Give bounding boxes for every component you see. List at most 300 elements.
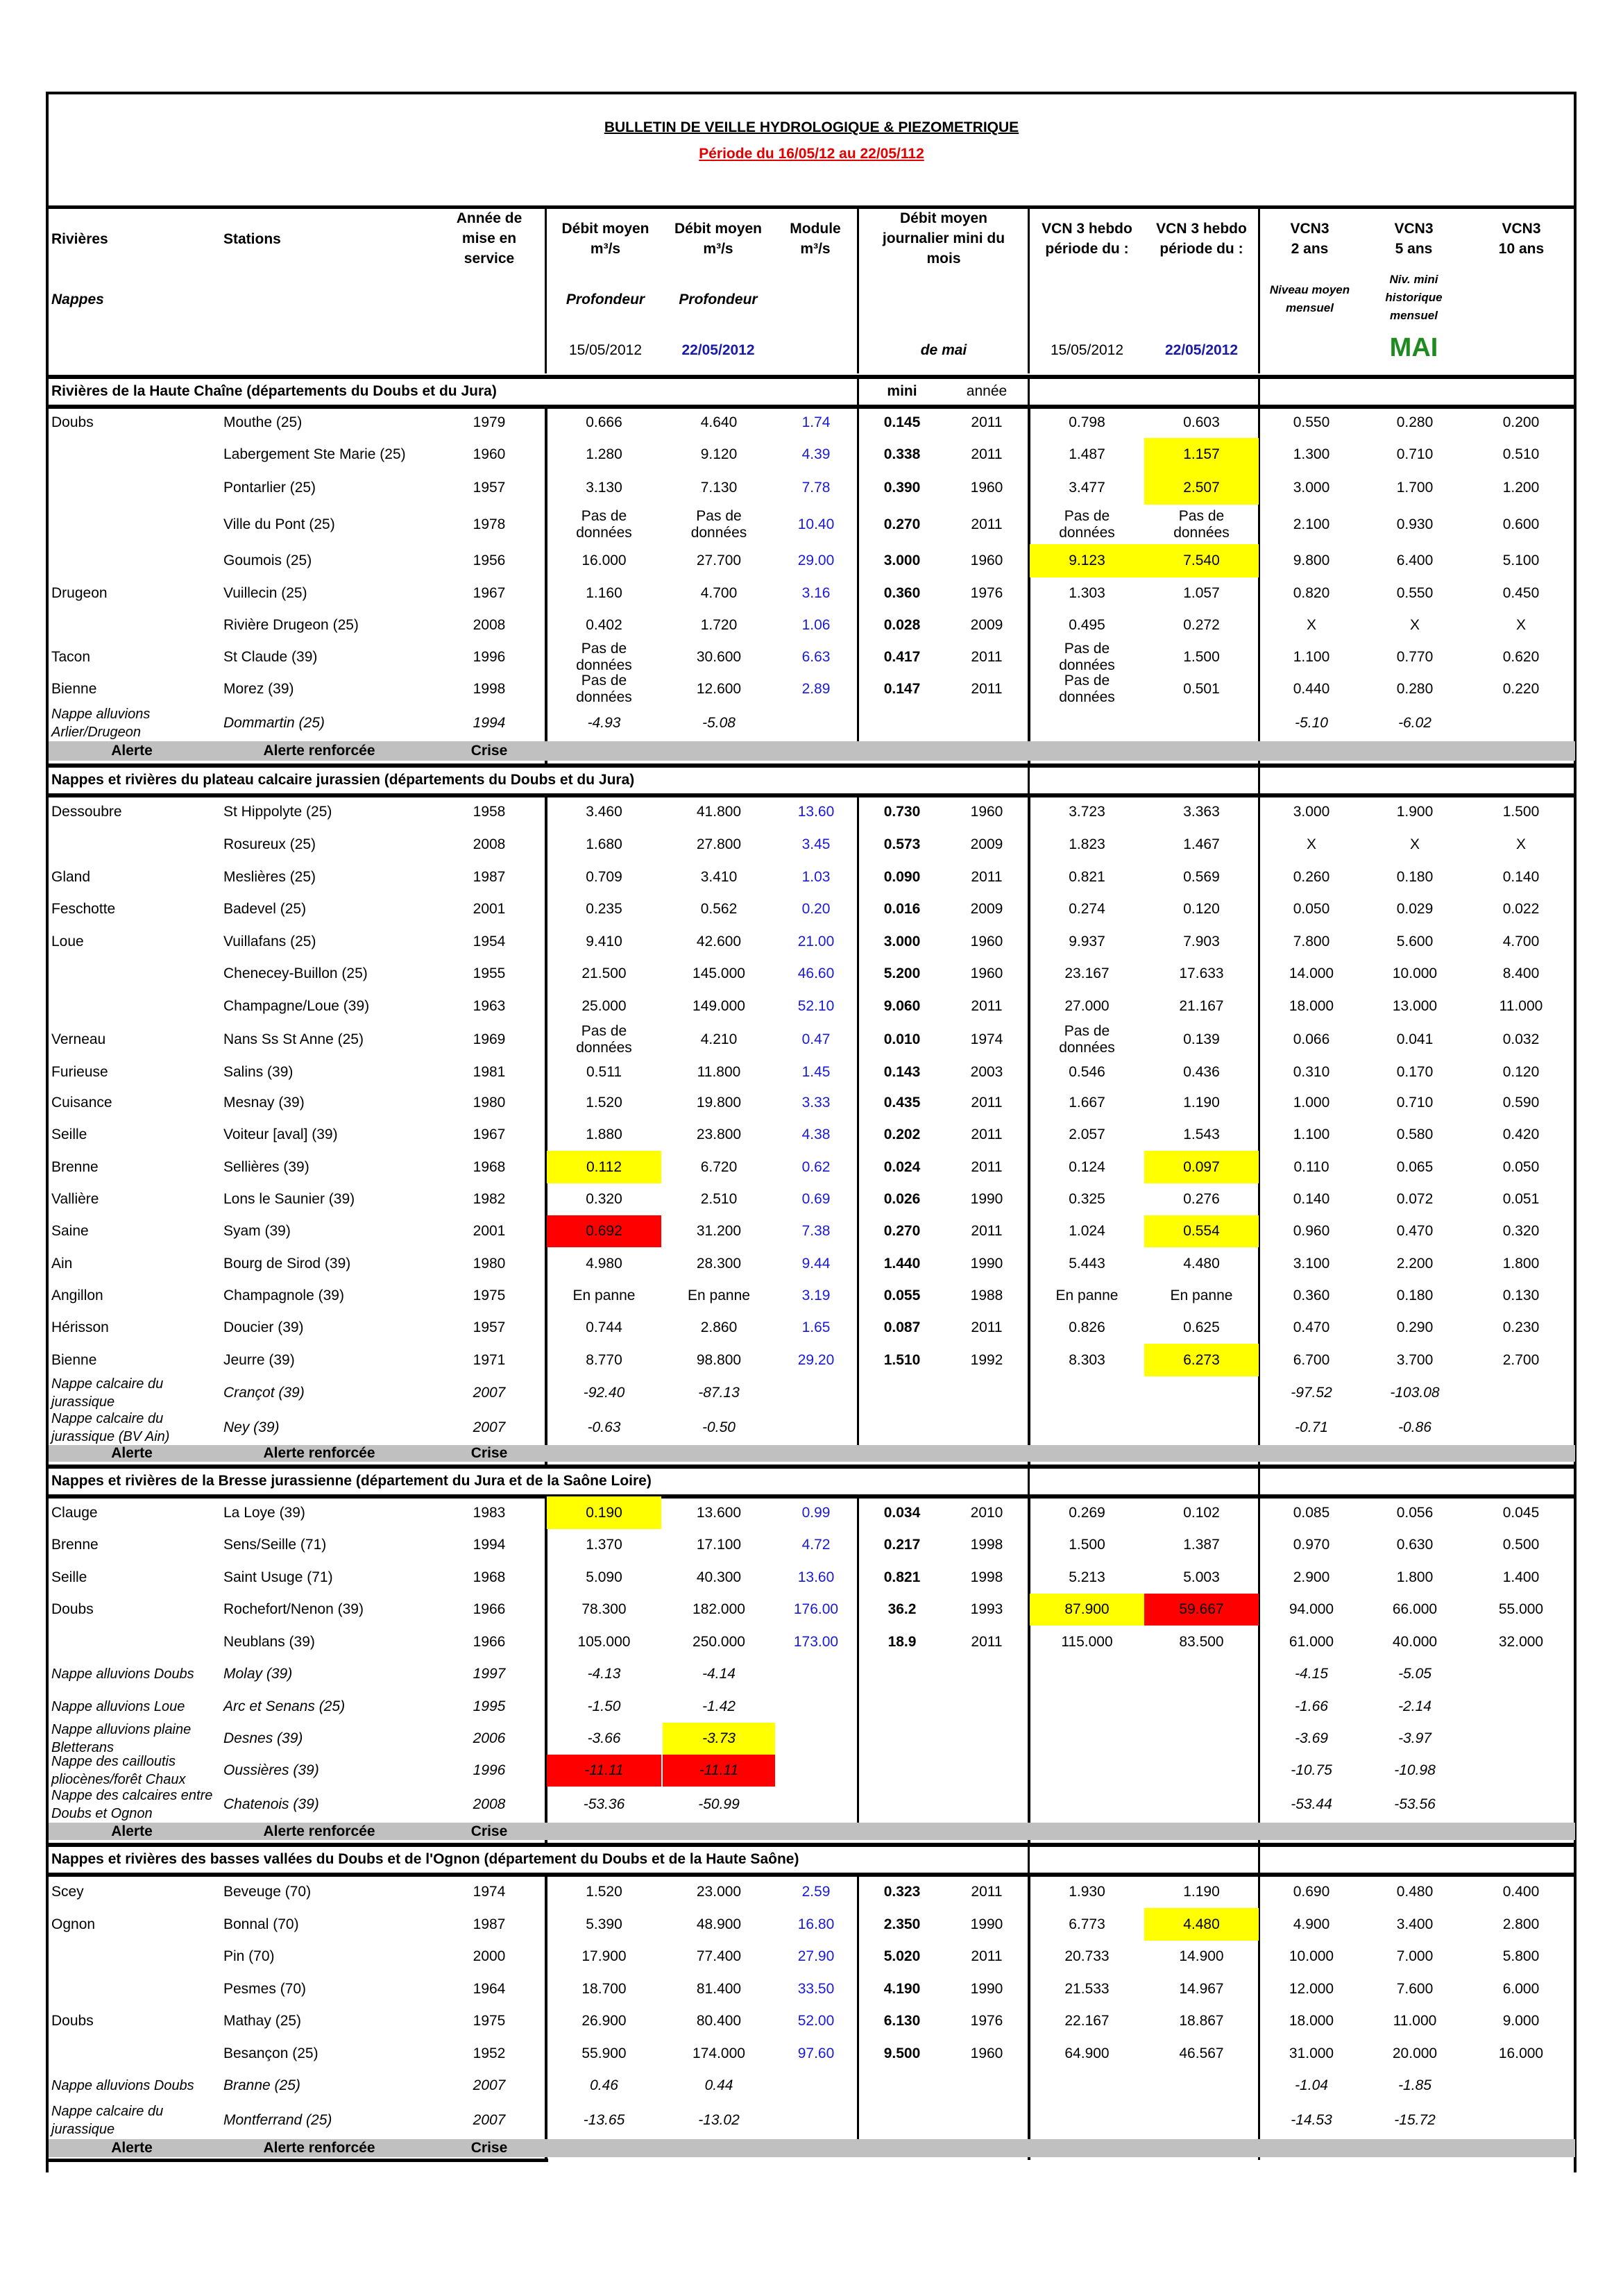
cell-annee: 1952 <box>473 2045 506 2061</box>
cell-v10: 0.050 <box>1502 1158 1540 1175</box>
cell-station: Goumois (25) <box>223 552 312 568</box>
cell-annee: 1966 <box>473 1633 506 1650</box>
cell-riviere: Nappe calcaire du jurassique (BV Ain) <box>51 1410 170 1444</box>
table-row <box>0 609 1623 641</box>
cell-v2: 0.260 <box>1293 868 1330 885</box>
cell-vcn-a: Pas de données <box>1059 1023 1115 1056</box>
cell-v10 <box>1467 1787 1575 1823</box>
cell-vcn-a: 3.723 <box>1069 804 1105 820</box>
bulletin-period: Période du 16/05/12 au 22/05/112 <box>699 146 924 162</box>
cell-mini: 0.016 <box>883 901 921 917</box>
cell-vcn-a: 23.167 <box>1064 965 1110 981</box>
cell-riviere: Nappe calcaire du jurassique <box>51 1376 164 1410</box>
cell-station: Desnes (39) <box>223 1730 303 1746</box>
cell-v2: 61.000 <box>1289 1633 1334 1650</box>
cell-v10: 0.500 <box>1502 1537 1540 1553</box>
cell-d2: 27.700 <box>696 552 742 568</box>
cell-mini: 2.350 <box>883 1916 921 1932</box>
col-header-nappes: Nappes <box>51 292 104 307</box>
cell-mini: 0.573 <box>883 836 921 852</box>
cell-station: Labergement Ste Marie (25) <box>223 446 406 462</box>
col-header-vcn3-10ans: VCN3 10 ans <box>1498 221 1545 257</box>
cell-mini-annee: 1960 <box>970 933 1003 949</box>
cell-annee: 1963 <box>473 997 506 1014</box>
cell-v2: 1.100 <box>1293 649 1330 665</box>
cell-station: Badevel (25) <box>223 901 307 917</box>
cell-riviere: Hérisson <box>51 1319 109 1335</box>
cell-d2: 12.600 <box>696 681 742 697</box>
cell-mini: 9.060 <box>883 997 921 1014</box>
table-row <box>0 1280 1623 1312</box>
cell-d1: 21.500 <box>581 965 627 981</box>
cell-v5: 10.000 <box>1392 965 1438 981</box>
cell-riviere <box>51 505 218 544</box>
cell-v10 <box>1467 1376 1575 1410</box>
header-vcn-date-1: 15/05/2012 <box>1050 342 1124 358</box>
legend-alerte-renforcee: Alerte renforcée <box>263 1823 375 1839</box>
cell-module: 3.45 <box>801 836 831 852</box>
cell-v2: 3.100 <box>1293 1255 1330 1272</box>
cell-vcn-b: 0.097 <box>1144 1151 1259 1183</box>
cell-mini: 1.510 <box>883 1351 921 1368</box>
cell-mini: 4.190 <box>883 1980 921 1997</box>
cell-v5: 2.200 <box>1396 1255 1434 1272</box>
cell-mini-annee: 1960 <box>970 552 1003 568</box>
cell-d2: -50.99 <box>698 1796 740 1812</box>
cell-mini <box>859 1690 945 1723</box>
cell-v5: 1.700 <box>1396 480 1434 496</box>
cell-d2: -1.42 <box>702 1698 736 1714</box>
subheader-mini: mini <box>887 383 917 399</box>
cell-mini <box>859 1787 945 1823</box>
cell-d1: 0.692 <box>547 1215 661 1247</box>
cell-d1: 0.320 <box>586 1191 622 1207</box>
cell-annee: 1979 <box>473 414 506 430</box>
cell-station: Salins (39) <box>223 1063 294 1080</box>
cell-annee: 2007 <box>473 1419 506 1435</box>
cell-d1: -4.13 <box>587 1666 621 1682</box>
cell-mini: 0.055 <box>883 1288 921 1303</box>
cell-v5: 6.400 <box>1396 552 1434 568</box>
cell-v10: X <box>1515 617 1526 633</box>
cell-d1: 1.160 <box>586 585 622 601</box>
cell-station: Meslières (25) <box>223 868 316 885</box>
cell-station: La Loye (39) <box>223 1504 305 1521</box>
cell-d1: 26.900 <box>581 2013 627 2029</box>
cell-station: Bonnal (70) <box>223 1916 299 1932</box>
cell-mini: 1.440 <box>883 1255 921 1272</box>
cell-vcn-a: 87.900 <box>1030 1594 1144 1626</box>
cell-v2: 0.050 <box>1293 901 1330 917</box>
cell-d2: -11.11 <box>663 1755 775 1787</box>
cell-d2: 13.600 <box>696 1504 742 1521</box>
col-header-profondeur-1: Profondeur <box>566 292 645 307</box>
vline <box>857 375 859 407</box>
table-row <box>0 925 1623 958</box>
table-row <box>0 861 1623 893</box>
cell-module: 52.10 <box>797 997 835 1014</box>
cell-vcn-b <box>1144 1723 1259 1755</box>
cell-v2: -10.75 <box>1291 1762 1332 1778</box>
cell-vcn-a: 1.487 <box>1069 446 1105 462</box>
cell-annee: 1954 <box>473 933 506 949</box>
cell-vcn-b: 18.867 <box>1179 2013 1224 2029</box>
cell-riviere <box>51 438 218 471</box>
cell-annee: 1956 <box>473 552 506 568</box>
section-divider <box>46 1464 1577 1469</box>
cell-d2: 145.000 <box>692 965 745 981</box>
cell-d2: 9.120 <box>700 446 738 462</box>
cell-mini: 0.090 <box>883 868 921 885</box>
cell-annee: 1997 <box>473 1666 506 1682</box>
cell-vcn-b: 1.467 <box>1183 836 1220 852</box>
cell-station: Doucier (39) <box>223 1319 304 1335</box>
table-row <box>0 1496 1623 1529</box>
cell-d2: -4.14 <box>702 1666 736 1682</box>
cell-mini: 0.147 <box>883 681 921 697</box>
cell-v5: 0.280 <box>1396 414 1434 430</box>
cell-d1: 3.460 <box>586 804 622 820</box>
cell-station: Rivière Drugeon (25) <box>223 617 359 633</box>
table-row <box>0 438 1623 471</box>
cell-v5: 20.000 <box>1392 2045 1438 2061</box>
cell-riviere <box>51 471 218 505</box>
table-row <box>0 2102 1623 2139</box>
cell-v10: 1.500 <box>1502 804 1540 820</box>
cell-v10: 5.100 <box>1502 552 1540 568</box>
cell-d1: 1.680 <box>586 836 622 852</box>
bulletin-title: BULLETIN DE VEILLE HYDROLOGIQUE & PIEZOMETRIQUE <box>604 119 1019 135</box>
table-row <box>0 1119 1623 1151</box>
cell-module: 10.40 <box>797 516 835 532</box>
cell-annee: 1960 <box>473 446 506 462</box>
cell-v2: -1.66 <box>1295 1698 1328 1714</box>
table-row <box>0 1529 1623 1561</box>
cell-mini-annee: 2011 <box>971 414 1003 430</box>
cell-v10 <box>1467 2102 1575 2139</box>
cell-riviere: Seille <box>51 1569 87 1585</box>
cell-v5: 40.000 <box>1392 1633 1438 1650</box>
cell-vcn-b: En panne <box>1170 1288 1233 1303</box>
cell-v10: 0.400 <box>1502 1884 1540 1900</box>
cell-vcn-b: 0.436 <box>1183 1063 1220 1080</box>
cell-vcn-a <box>1030 1723 1144 1755</box>
cell-v2: -53.44 <box>1291 1796 1332 1812</box>
cell-v10: 0.045 <box>1502 1504 1540 1521</box>
cell-v5: 13.000 <box>1392 997 1438 1014</box>
cell-mini-annee: 1998 <box>970 1569 1003 1585</box>
cell-station: Besançon (25) <box>223 2045 318 2061</box>
cell-v5: 0.470 <box>1396 1223 1434 1239</box>
cell-d1: -0.63 <box>587 1419 621 1435</box>
cell-v5: -0.86 <box>1398 1419 1431 1435</box>
cell-module: 3.16 <box>801 585 831 601</box>
cell-mini-annee: 2011 <box>971 1948 1003 1964</box>
cell-v10: 0.320 <box>1502 1223 1540 1239</box>
cell-v2: 0.690 <box>1293 1884 1330 1900</box>
cell-mini <box>859 1410 945 1445</box>
table-row <box>0 544 1623 577</box>
table-row <box>0 828 1623 861</box>
header-top-divider <box>46 205 1577 209</box>
section-divider <box>46 763 1577 768</box>
cell-annee: 1968 <box>473 1158 506 1175</box>
cell-v5: 0.056 <box>1396 1504 1434 1521</box>
cell-v2: -5.10 <box>1295 715 1328 731</box>
cell-vcn-a: 22.167 <box>1064 2013 1110 2029</box>
cell-mini-annee <box>945 705 1028 741</box>
col-header-profondeur-2: Profondeur <box>679 292 758 307</box>
cell-d1: 0.190 <box>547 1496 661 1529</box>
cell-v10 <box>1467 1690 1575 1723</box>
table-row <box>0 1626 1623 1658</box>
table-row <box>0 1087 1623 1119</box>
cell-vcn-a: 0.826 <box>1069 1319 1105 1335</box>
cell-v2: 31.000 <box>1289 2045 1334 2061</box>
cell-d1: 25.000 <box>581 997 627 1014</box>
cell-d2: 17.100 <box>696 1537 742 1553</box>
cell-station: Champagnole (39) <box>223 1288 344 1303</box>
cell-mini-annee: 2011 <box>971 1095 1003 1111</box>
cell-mini-annee: 2009 <box>970 617 1003 633</box>
cell-annee: 1967 <box>473 585 506 601</box>
col-header-debit1: Débit moyen m³/s <box>561 221 649 257</box>
cell-module <box>776 2102 856 2139</box>
cell-v10: 32.000 <box>1498 1633 1544 1650</box>
cell-v5: X <box>1409 617 1420 633</box>
vline <box>46 1843 49 2162</box>
cell-vcn-b <box>1144 2070 1259 2102</box>
cell-station: Mouthe (25) <box>223 414 303 430</box>
cell-module <box>776 1690 856 1723</box>
cell-vcn-b: 0.139 <box>1183 1031 1220 1047</box>
col-header-vcn-hebdo-2: VCN 3 hebdo période du : <box>1156 221 1247 257</box>
cell-d2: 81.400 <box>696 1980 742 1997</box>
cell-station: Rochefort/Nenon (39) <box>223 1601 364 1617</box>
cell-vcn-b: 0.272 <box>1183 617 1220 633</box>
cell-module: 7.38 <box>801 1223 831 1239</box>
legend-alerte: Alerte <box>111 2140 153 2156</box>
cell-annee: 1971 <box>473 1351 506 1368</box>
cell-station: Vuillecin (25) <box>223 585 307 601</box>
cell-d1: 0.46 <box>590 2077 618 2093</box>
cell-riviere: Nappe alluvions Loue <box>51 1698 185 1714</box>
cell-mini-annee: 2011 <box>971 1126 1003 1142</box>
cell-module <box>776 2070 856 2102</box>
cell-station: Pin (70) <box>223 1948 275 1964</box>
cell-d2: 23.800 <box>696 1126 742 1142</box>
cell-module <box>776 1658 856 1690</box>
cell-v10: 11.000 <box>1499 997 1543 1014</box>
cell-vcn-b <box>1144 1658 1259 1690</box>
cell-module: 1.45 <box>801 1063 831 1080</box>
cell-d2: 19.800 <box>696 1095 742 1111</box>
cell-v10: 0.220 <box>1502 681 1540 697</box>
cell-v2: 0.470 <box>1293 1319 1330 1335</box>
cell-d2: -0.50 <box>702 1419 736 1435</box>
cell-vcn-b: 4.480 <box>1144 1908 1259 1941</box>
cell-vcn-a: 9.937 <box>1069 933 1105 949</box>
header-de-mai: de mai <box>920 342 967 358</box>
cell-v2: 0.550 <box>1293 414 1330 430</box>
cell-station: Ville du Pont (25) <box>223 516 335 532</box>
cell-station: Vuillafans (25) <box>223 933 316 949</box>
cell-vcn-b <box>1144 1787 1259 1823</box>
cell-d2: Pas de données <box>690 507 747 541</box>
cell-v5: 0.170 <box>1396 1063 1434 1080</box>
cell-mini: 3.000 <box>883 933 921 949</box>
cell-v5: 0.480 <box>1396 1884 1434 1900</box>
cell-annee: 2001 <box>473 901 506 917</box>
table-row <box>0 1022 1623 1057</box>
cell-v10: 16.000 <box>1498 2045 1544 2061</box>
cell-d2: 0.44 <box>704 2077 733 2093</box>
cell-v5: -103.08 <box>1390 1385 1440 1401</box>
section-divider <box>46 375 1577 379</box>
cell-v2: 7.800 <box>1293 933 1330 949</box>
cell-v2: 6.700 <box>1293 1351 1330 1368</box>
alert-legend <box>49 1445 1575 1462</box>
cell-d1: 1.520 <box>586 1095 622 1111</box>
cell-v5: 0.180 <box>1396 1288 1434 1303</box>
legend-alerte: Alerte <box>111 743 153 759</box>
cell-annee: 2007 <box>473 1385 506 1401</box>
cell-v5: X <box>1409 836 1420 852</box>
cell-v5: 7.000 <box>1396 1948 1434 1964</box>
cell-riviere: Clauge <box>51 1504 98 1521</box>
table-row <box>0 641 1623 673</box>
cell-d2: 80.400 <box>696 2013 742 2029</box>
cell-annee: 1982 <box>473 1191 506 1207</box>
header-vcn-date-2: 22/05/2012 <box>1164 342 1239 358</box>
cell-riviere <box>51 958 218 990</box>
cell-mini-annee <box>945 1376 1028 1410</box>
cell-vcn-b: 0.501 <box>1183 681 1220 697</box>
cell-v2: 0.085 <box>1293 1504 1330 1521</box>
cell-mini: 0.217 <box>883 1537 921 1553</box>
cell-module: 1.06 <box>801 617 831 633</box>
cell-vcn-a: 2.057 <box>1069 1126 1105 1142</box>
cell-module: 6.63 <box>801 649 831 665</box>
cell-station: Molay (39) <box>223 1666 293 1682</box>
col-header-debit-journalier: Débit moyen journalier mini du mois <box>882 210 1005 267</box>
cell-vcn-b: 0.554 <box>1144 1215 1259 1247</box>
cell-vcn-a: Pas de données <box>1059 641 1115 673</box>
cell-annee: 2007 <box>473 2077 506 2093</box>
cell-vcn-b: 0.102 <box>1183 1504 1220 1521</box>
table-row <box>0 1973 1623 2005</box>
cell-mini-annee: 1993 <box>970 1601 1003 1617</box>
cell-d1: 0.744 <box>586 1319 622 1335</box>
cell-annee: 1983 <box>473 1504 506 1521</box>
cell-d2: 31.200 <box>696 1223 742 1239</box>
cell-v2: X <box>1306 836 1316 852</box>
cell-v2: 0.440 <box>1293 681 1330 697</box>
cell-vcn-b: 7.540 <box>1144 544 1259 577</box>
cell-mini: 0.087 <box>883 1319 921 1335</box>
cell-annee: 2008 <box>473 1796 506 1812</box>
cell-mini-annee: 1976 <box>970 2013 1003 2029</box>
cell-mini <box>859 2102 945 2139</box>
cell-station: Rosureux (25) <box>223 836 316 852</box>
cell-annee: 1964 <box>473 1980 506 1997</box>
cell-vcn-b: 1.157 <box>1144 438 1259 471</box>
table-row <box>0 1312 1623 1344</box>
cell-module <box>776 1723 856 1755</box>
cell-module: 33.50 <box>797 1980 835 1997</box>
cell-d2: 182.000 <box>692 1601 745 1617</box>
cell-mini: 9.500 <box>883 2045 921 2061</box>
cell-annee: 1996 <box>473 1762 506 1778</box>
section-title: Nappes et rivières de la Bresse jurassienne (département du Jura et de la Saône Loire) <box>51 1473 652 1489</box>
cell-v2: -4.15 <box>1295 1666 1328 1682</box>
header-month: MAI <box>1389 333 1438 362</box>
cell-riviere: Nappe des cailloutis pliocènes/forêt Chaux <box>51 1754 186 1787</box>
cell-v10: 0.130 <box>1502 1288 1540 1303</box>
cell-d1: 9.410 <box>586 933 622 949</box>
cell-v10: 0.600 <box>1502 516 1540 532</box>
cell-vcn-b <box>1144 2102 1259 2139</box>
cell-v5: 0.580 <box>1396 1126 1434 1142</box>
cell-riviere: Verneau <box>51 1031 106 1047</box>
cell-v5: 0.180 <box>1396 868 1434 885</box>
cell-vcn-b <box>1144 1755 1259 1787</box>
cell-v5: 0.280 <box>1396 681 1434 697</box>
cell-v2: 3.000 <box>1293 480 1330 496</box>
table-row <box>0 1594 1623 1626</box>
cell-mini-annee: 2011 <box>971 649 1003 665</box>
cell-d2: En panne <box>688 1288 750 1303</box>
cell-module: 4.39 <box>801 446 831 462</box>
cell-riviere: Gland <box>51 868 91 885</box>
cell-d2: 77.400 <box>696 1948 742 1964</box>
cell-mini <box>859 1723 945 1755</box>
cell-vcn-a: 9.123 <box>1030 544 1144 577</box>
cell-vcn-a: Pas de données <box>1059 507 1115 541</box>
cell-module: 29.00 <box>797 552 835 568</box>
cell-annee: 1966 <box>473 1601 506 1617</box>
vline <box>1258 375 1260 407</box>
cell-d2: 11.800 <box>697 1063 741 1080</box>
cell-v10: 0.510 <box>1502 446 1540 462</box>
cell-mini: 0.270 <box>883 1223 921 1239</box>
cell-mini-annee: 2011 <box>971 997 1003 1014</box>
cell-mini-annee: 2009 <box>970 901 1003 917</box>
table-row <box>0 2037 1623 2070</box>
cell-v2: 2.100 <box>1293 516 1330 532</box>
cell-riviere <box>51 1941 218 1973</box>
header-vline-1 <box>545 207 547 373</box>
cell-v2: 3.000 <box>1293 804 1330 820</box>
cell-v2: 0.140 <box>1293 1191 1330 1207</box>
cell-annee: 1955 <box>473 965 506 981</box>
cell-mini-annee <box>945 1787 1028 1823</box>
cell-vcn-a: 0.269 <box>1069 1504 1105 1521</box>
cell-mini-annee: 2011 <box>971 516 1003 532</box>
cell-vcn-b: 5.003 <box>1183 1569 1220 1585</box>
cell-vcn-a: 0.798 <box>1069 414 1105 430</box>
cell-d1: 17.900 <box>581 1948 627 1964</box>
cell-riviere: Angillon <box>51 1288 103 1303</box>
cell-vcn-b: 7.903 <box>1183 933 1220 949</box>
cell-mini-annee <box>945 1755 1028 1787</box>
cell-d1: -13.65 <box>583 2112 625 2128</box>
cell-riviere <box>51 609 218 641</box>
cell-module: 2.89 <box>801 681 831 697</box>
cell-mini-annee <box>945 2070 1028 2102</box>
cell-station: Saint Usuge (71) <box>223 1569 333 1585</box>
cell-riviere: Cuisance <box>51 1095 112 1111</box>
